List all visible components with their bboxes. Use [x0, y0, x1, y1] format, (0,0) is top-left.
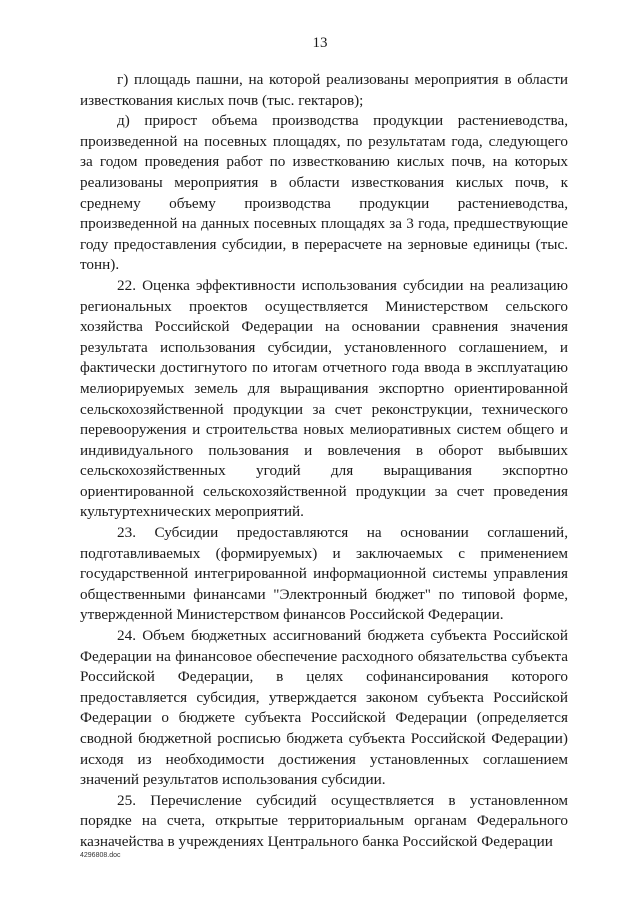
paragraph-item-g: г) площадь пашни, на которой реализованы мероприятия в области известкования кислых почв (тыс. гектаров);	[80, 71, 568, 109]
paragraph-22: 22. Оценка эффективности использования субсидии на реализацию региональных проектов осуществляется Министерством сельского хозяйства Российской Федерации на основании сравнения значения результата использования субсидии, установленного соглашением, и фактически достигнутого по итогам отчетного года ввода в эксплуатацию мелиорируемых земель для выращивания экспортно ориентированной сельскохозяйственной продукции за счет реконструкции, технического перевооружения и строительства новых мелиоративных систем общего и индивидуального пользования и вовлечения в оборот выбывших сельскохозяйственных угодий для выращивания экспортно ориентированной сельскохозяйственной продукции за счет проведения культуртехнических мероприятий.	[80, 276, 568, 521]
page-number: 13	[312, 35, 328, 51]
document-filename-footer: 4296808.doc	[80, 852, 121, 859]
paragraph-23: 23. Субсидии предоставляются на основании соглашений, подготавливаемых (формируемых) и заключаемых с применением государственной интегрированной информационной системы управления общественными финансами "Электронный бюджет" по типовой форме, утвержденной Министерством финансов Российской Федерации.	[80, 524, 568, 624]
document-body	[80, 70, 568, 853]
paragraph-24: 24. Объем бюджетных ассигнований бюджета субъекта Российской Федерации на финансовое обеспечение расходного обязательства субъекта Российской Федерации, в целях софинансирования которого предоставляется субсидия, утверждается законом субъекта Российской Федерации о бюджете субъекта Российской Федерации (определяется сводной бюджетной росписью бюджета субъекта Российской Федерации) исходя из необходимости достижения установленных соглашением значений результатов использования субсидии.	[80, 627, 568, 789]
paragraph-item-d: д) прирост объема производства продукции растениеводства, произведенной на посевных площадях, по результатам года, следующего за годом проведения работ по известкованию кислых почв, на которых реализованы мероприятия в области известкования кислых почв, к среднему объему производства продукции растениеводства, произведенной на данных посевных площадях за 3 года, предшествующие году предоставления субсидии, в перерасчете на зерновые единицы (тыс. тонн).	[80, 112, 568, 274]
paragraph-25: 25. Перечисление субсидий осуществляется в установленном порядке на счета, открытые территориальным органам Федерального казначейства в учреждениях Центрального банка Российской Федерации	[80, 791, 568, 850]
